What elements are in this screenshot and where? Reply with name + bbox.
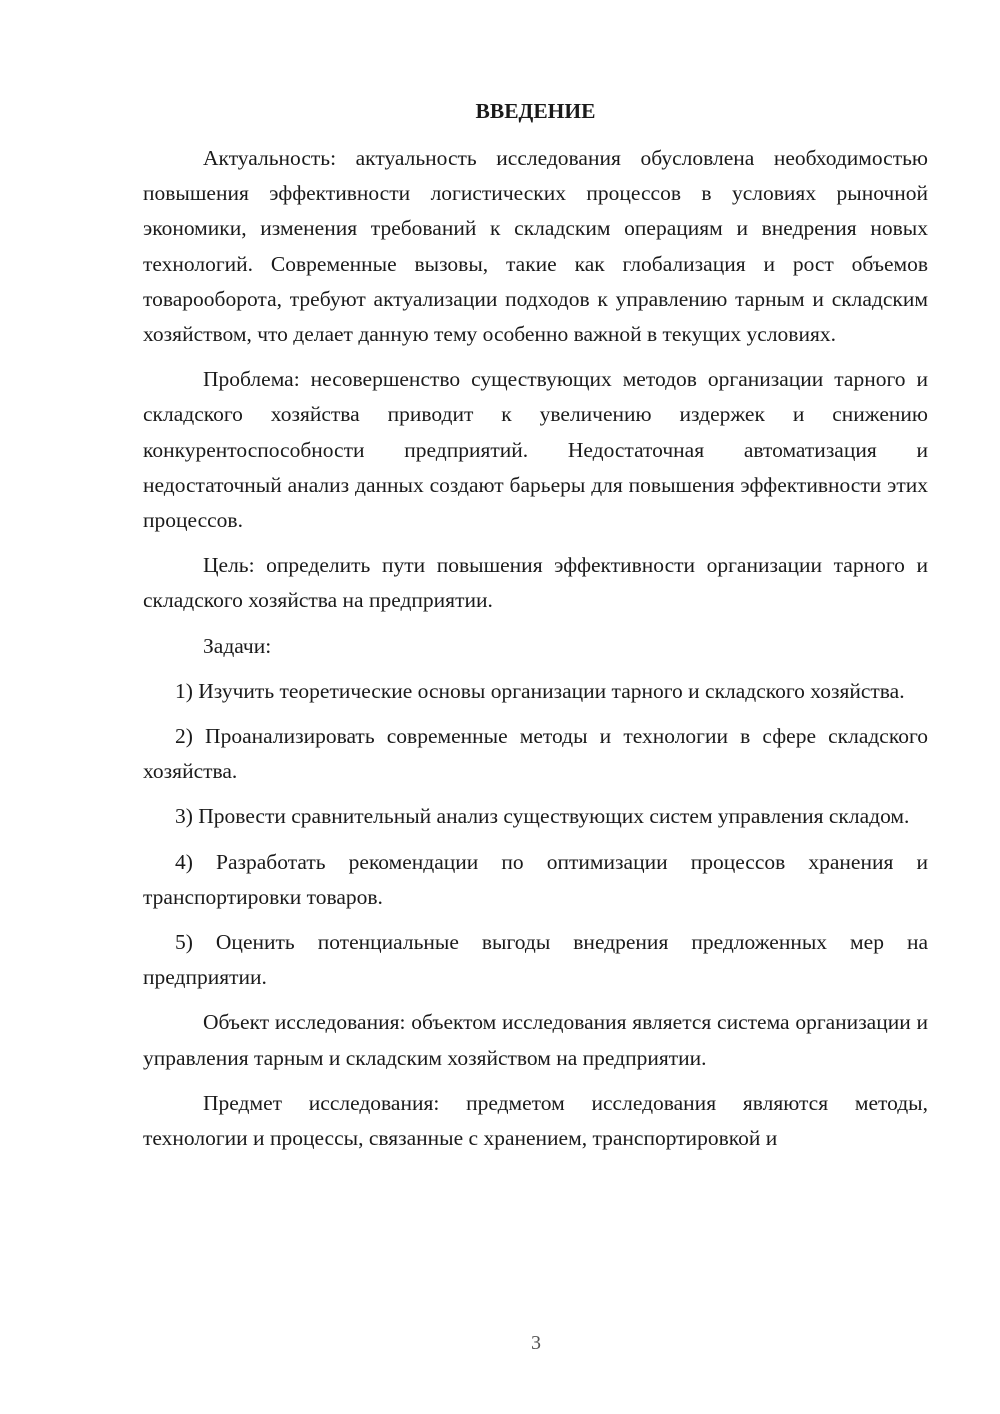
paragraph-goal: Цель: определить пути повышения эффективности организации тарного и складского хозяйства на предприятии. <box>143 553 928 613</box>
tasks-list <box>143 674 928 996</box>
paragraph-object: Объект исследования: объектом исследования является система организации и управления тарным и складским хозяйством на предприятии. <box>143 1010 928 1070</box>
tasks-heading: Задачи: <box>203 633 272 658</box>
task-item: 2) Проанализировать современные методы и технологии в сфере складского хозяйства. <box>143 724 928 784</box>
task-item: 3) Провести сравнительный анализ существующих систем управления складом. <box>175 804 910 829</box>
task-item: 1) Изучить теоретические основы организации тарного и складского хозяйства. <box>175 678 905 703</box>
paragraph-relevance: Актуальность: актуальность исследования обусловлена необходимостью повышения эффективности логистических процессов в условиях рыночной экономики, изменения требований к складским операциям и внедрения новых технологий. Современные вызовы, такие как глобализация и рост объемов товарооборота, требуют актуализации подходов к управлению тарным и складским хозяйством, что делает данную тему особенно важной в текущих условиях. <box>143 146 928 347</box>
task-item: 5) Оценить потенциальные выгоды внедрения предложенных мер на предприятии. <box>143 930 928 990</box>
page-number: 3 <box>531 1332 541 1354</box>
task-item: 4) Разработать рекомендации по оптимизации процессов хранения и транспортировки товаров. <box>143 849 928 909</box>
section-title: ВВЕДЕНИЕ <box>475 99 596 123</box>
paragraph-problem: Проблема: несовершенство существующих методов организации тарного и складского хозяйства приводит к увеличению издержек и снижению конкурентоспособности предприятий. Недостаточная автоматизация и недостаточный анализ данных создают барьеры для повышения эффективности этих процессов. <box>143 367 928 533</box>
paragraph-subject: Предмет исследования: предметом исследования являются методы, технологии и процессы, связанные с хранением, транспортировкой и <box>143 1090 928 1151</box>
document-page <box>143 94 928 1156</box>
